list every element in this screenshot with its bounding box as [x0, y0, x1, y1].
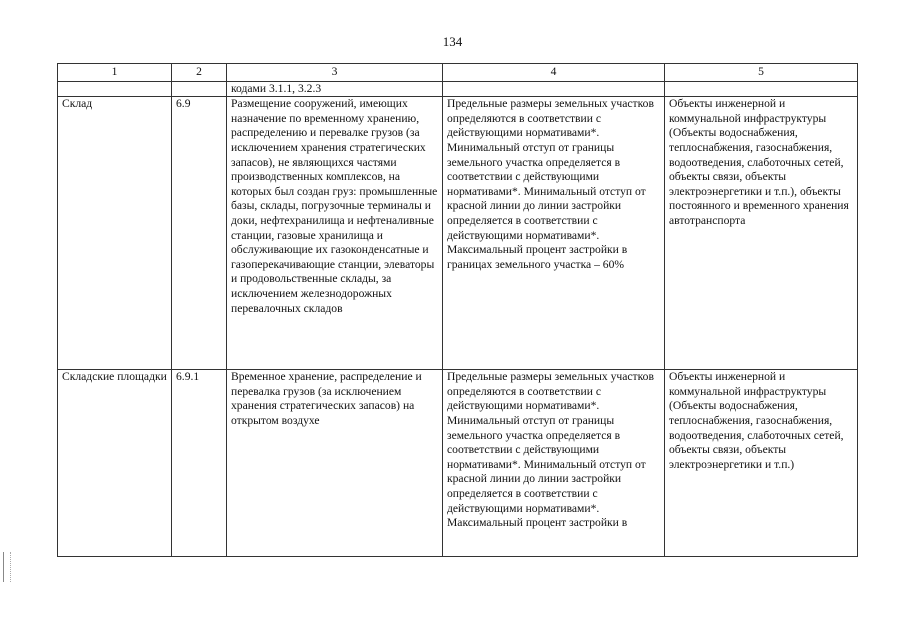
construction-parameters: Предельные размеры земельных участков определяются в соответствии с действующими нормативами*. Минимальный отступ от границы земельного участка определяется в соответствии с действующими нормативами*. Минимальный отступ от красной линии до линии застройки определяется в соответствии с действующими нормативами*. Максимальный процент застройки в границах земельного участка – 60% — [443, 97, 665, 370]
table-row — [58, 97, 858, 370]
use-type-name: Складские площадки — [58, 370, 172, 557]
empty-cell — [443, 81, 665, 97]
use-type-name: Склад — [58, 97, 172, 370]
empty-cell — [58, 81, 172, 97]
land-use-table — [57, 63, 858, 557]
use-type-code: 6.9 — [172, 97, 227, 370]
column-number: 1 — [58, 64, 172, 82]
construction-parameters: Предельные размеры земельных участков определяются в соответствии с действующими нормативами*. Минимальный отступ от границы земельного участка определяется в соответствии с действующими нормативами*. Минимальный отступ от красной линии до линии застройки определяется в соответствии с действующими нормативами*. Максимальный процент застройки в — [443, 370, 665, 557]
column-number-row — [58, 64, 858, 82]
empty-cell — [665, 81, 858, 97]
column-number: 4 — [443, 64, 665, 82]
use-type-code: 6.9.1 — [172, 370, 227, 557]
auxiliary-uses: Объекты инженерной и коммунальной инфраструктуры (Объекты водоснабжения, теплоснабжения, газоснабжения, водоотведения, слаботочных сетей, объекты связи, объекты электроэнергетики и т.п.) — [665, 370, 858, 557]
use-type-description: Временное хранение, распределение и перевалка грузов (за исключением хранения стратегических запасов) на открытом воздухе — [227, 370, 443, 557]
table-row — [58, 370, 858, 557]
scan-margin-mark — [3, 552, 11, 582]
continuation-text: кодами 3.1.1, 3.2.3 — [227, 81, 443, 97]
use-type-description: Размещение сооружений, имеющих назначение по временному хранению, распределению и перевалке грузов (за исключением хранения стратегических запасов), не являющихся частями производственных комплексов, на которых был создан груз: промышленные базы, склады, погрузочные терминалы и доки, нефтехранилища и нефтеналивные станции, газовые хранилища и обслуживающие их газоконденсатные и газоперекачивающие станции, элеваторы и продовольственные склады, за исключением железнодорожных перевалочных складов — [227, 97, 443, 370]
continuation-row — [58, 81, 858, 97]
column-number: 3 — [227, 64, 443, 82]
auxiliary-uses: Объекты инженерной и коммунальной инфраструктуры (Объекты водоснабжения, теплоснабжения, газоснабжения, водоотведения, слаботочных сетей, объекты связи, объекты электроэнергетики и т.п.), объекты постоянного и временного хранения автотранспорта — [665, 97, 858, 370]
page-number: 134 — [442, 34, 463, 49]
empty-cell — [172, 81, 227, 97]
column-number: 2 — [172, 64, 227, 82]
column-number: 5 — [665, 64, 858, 82]
